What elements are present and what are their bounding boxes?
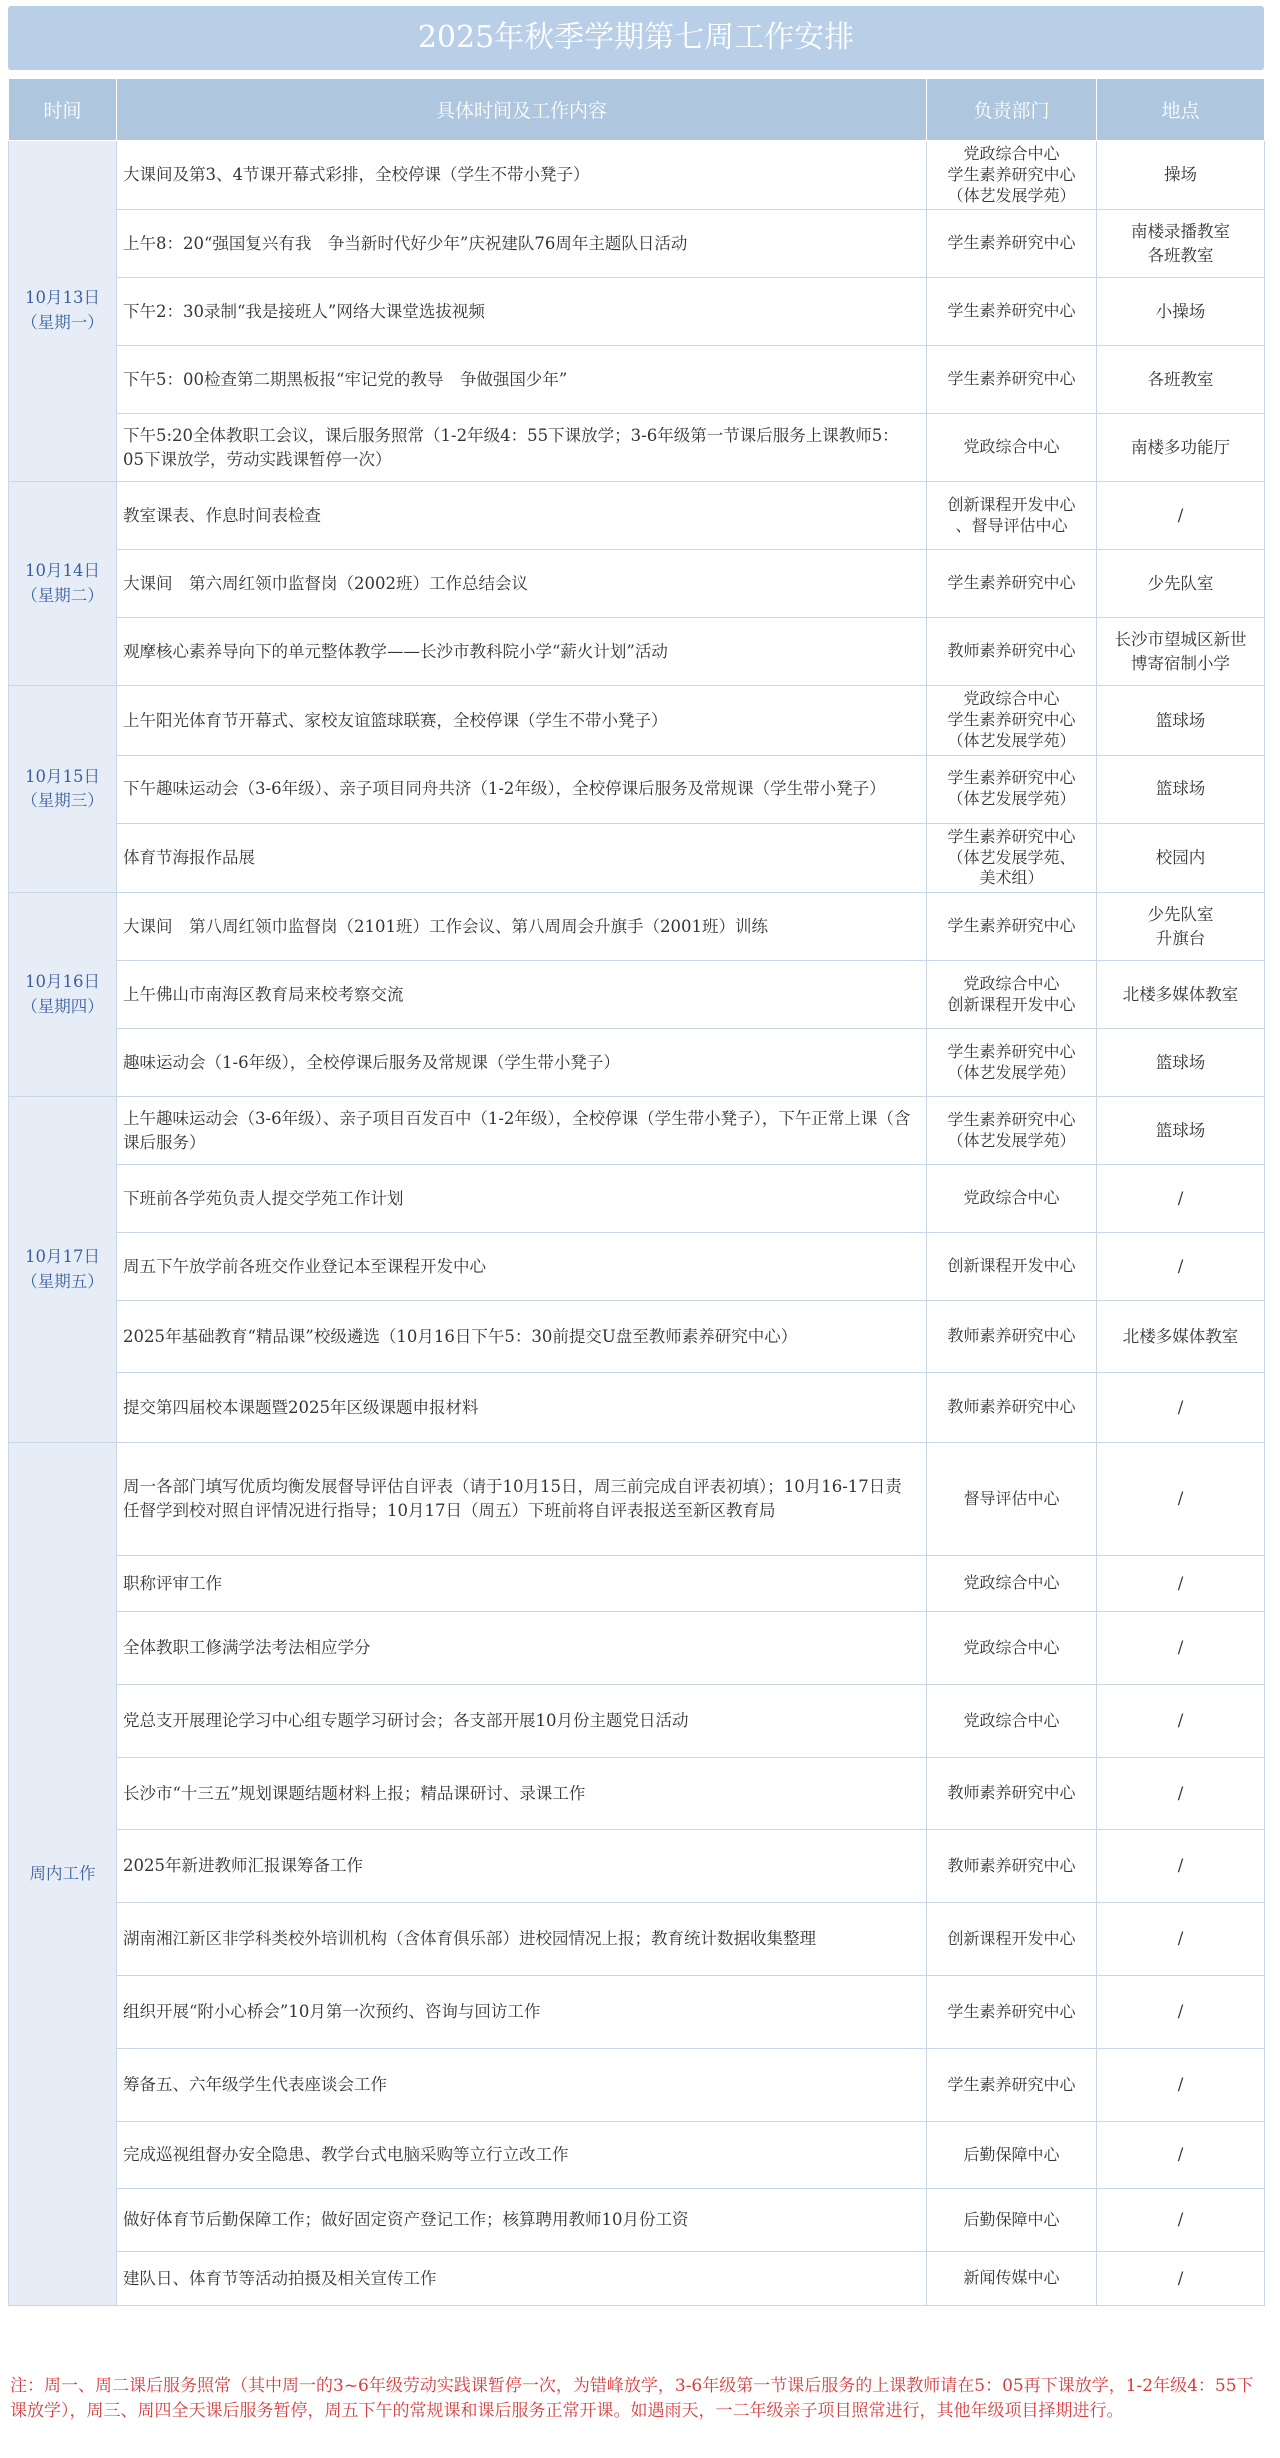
location-cell xyxy=(1097,2122,1265,2189)
location-line: / xyxy=(1177,1188,1184,1208)
location-cell xyxy=(1097,961,1265,1029)
table-row xyxy=(9,550,1265,618)
table-row xyxy=(9,1685,1265,1758)
dept-cell xyxy=(927,550,1097,618)
location-cell xyxy=(1097,2049,1265,2122)
table-row xyxy=(9,618,1265,686)
location-line: 操场 xyxy=(1164,165,1197,185)
content-cell: 上午佛山市南海区教育局来校考察交流 xyxy=(117,961,927,1029)
dept-line: （体艺发展学苑） xyxy=(947,1062,1076,1082)
location-line: / xyxy=(1177,505,1184,525)
table-row xyxy=(9,346,1265,414)
dept-cell xyxy=(927,1373,1097,1443)
date-cell xyxy=(9,1443,117,2306)
dept-line: 学生素养研究中心 xyxy=(947,2074,1076,2094)
table-row xyxy=(9,1233,1265,1301)
dept-cell xyxy=(927,482,1097,550)
dept-cell xyxy=(927,893,1097,961)
location-cell xyxy=(1097,1373,1265,1443)
dept-line: 学生素养研究中心 xyxy=(947,1041,1076,1061)
location-line: / xyxy=(1177,2268,1184,2288)
location-line: / xyxy=(1177,1856,1184,1876)
location-line: 各班教室 xyxy=(1147,245,1214,265)
dept-line: 学生素养研究中心 xyxy=(947,710,1076,730)
schedule-body xyxy=(9,141,1265,2306)
location-line: / xyxy=(1177,2210,1184,2230)
date-cell xyxy=(9,686,117,893)
dept-cell xyxy=(927,1976,1097,2049)
weekday-label: （星期五） xyxy=(21,1271,104,1291)
dept-line: 学生素养研究中心 xyxy=(947,573,1076,593)
table-row xyxy=(9,414,1265,482)
table-row xyxy=(9,1976,1265,2049)
content-cell: 下午2：30录制“我是接班人”网络大课堂选拔视频 xyxy=(117,278,927,346)
dept-line: 美术组） xyxy=(979,868,1044,888)
location-cell xyxy=(1097,414,1265,482)
location-cell xyxy=(1097,1685,1265,1758)
table-row xyxy=(9,686,1265,755)
location-cell xyxy=(1097,1233,1265,1301)
table-row xyxy=(9,1373,1265,1443)
weekday-label: （星期三） xyxy=(21,791,104,811)
dept-line: 教师素养研究中心 xyxy=(947,1855,1076,1875)
content-cell: 筹备五、六年级学生代表座谈会工作 xyxy=(117,2049,927,2122)
table-row xyxy=(9,1830,1265,1903)
table-row xyxy=(9,893,1265,961)
content-cell: 职称评审工作 xyxy=(117,1556,927,1612)
table-row xyxy=(9,1903,1265,1976)
content-cell: 完成巡视组督办安全隐患、教学台式电脑采购等立行立改工作 xyxy=(117,2122,927,2189)
table-row xyxy=(9,1443,1265,1556)
table-row xyxy=(9,2189,1265,2252)
weekday-label: （星期一） xyxy=(21,313,104,333)
content-cell: 上午趣味运动会（3-6年级）、亲子项目百发百中（1-2年级），全校停课（学生带小凳子），下午正常上课（含课后服务） xyxy=(117,1097,927,1165)
table-row xyxy=(9,1758,1265,1830)
dept-cell xyxy=(927,1612,1097,1685)
content-cell: 周五下午放学前各班交作业登记本至课程开发中心 xyxy=(117,1233,927,1301)
dept-line: 党政综合中心 xyxy=(963,1637,1060,1657)
location-cell xyxy=(1097,2189,1265,2252)
dept-cell xyxy=(927,278,1097,346)
content-cell: 大课间 第六周红领巾监督岗（2002班）工作总结会议 xyxy=(117,550,927,618)
dept-line: 创新课程开发中心 xyxy=(947,1928,1076,1948)
content-cell: 组织开展“附小心桥会”10月第一次预约、咨询与回访工作 xyxy=(117,1976,927,2049)
content-cell: 下午5:20全体教职工会议，课后服务照常（1-2年级4：55下课放学；3-6年级第一节课后服务上课教师5：05下课放学，劳动实践课暂停一次） xyxy=(117,414,927,482)
location-line: 各班教室 xyxy=(1147,369,1214,389)
location-line: 北楼多媒体教室 xyxy=(1122,984,1239,1004)
dept-cell xyxy=(927,1443,1097,1556)
location-cell xyxy=(1097,1612,1265,1685)
date-label: 10月15日 xyxy=(25,766,100,786)
dept-line: 党政综合中心 xyxy=(963,437,1060,457)
location-line: 校园内 xyxy=(1155,848,1206,868)
location-line: / xyxy=(1177,1397,1184,1417)
content-cell: 2025年新进教师汇报课筹备工作 xyxy=(117,1830,927,1903)
content-cell: 下班前各学苑负责人提交学苑工作计划 xyxy=(117,1165,927,1233)
location-line: 篮球场 xyxy=(1155,1052,1206,1072)
location-cell xyxy=(1097,686,1265,755)
dept-line: （体艺发展学苑） xyxy=(947,730,1076,750)
dept-cell xyxy=(927,210,1097,278)
date-label: 10月13日 xyxy=(25,288,100,308)
dept-line: 督导评估中心 xyxy=(963,1488,1060,1508)
location-cell xyxy=(1097,1165,1265,1233)
dept-line: 学生素养研究中心 xyxy=(947,164,1076,184)
content-cell: 全体教职工修满学法考法相应学分 xyxy=(117,1612,927,1685)
date-cell xyxy=(9,893,117,1097)
content-cell: 趣味运动会（1-6年级），全校停课后服务及常规课（学生带小凳子） xyxy=(117,1029,927,1097)
location-cell xyxy=(1097,141,1265,210)
table-row xyxy=(9,1165,1265,1233)
location-line: / xyxy=(1177,1489,1184,1509)
dept-cell xyxy=(927,2122,1097,2189)
content-cell: 上午阳光体育节开幕式、家校友谊篮球联赛，全校停课（学生不带小凳子） xyxy=(117,686,927,755)
dept-line: 学生素养研究中心 xyxy=(947,826,1076,846)
content-cell: 周一各部门填写优质均衡发展督导评估自评表（请于10月15日，周三前完成自评表初填）；10月16-17日责任督学到校对照自评情况进行指导；10月17日（周五）下班前将自评表报送至新区教育局 xyxy=(117,1443,927,1556)
location-line: / xyxy=(1177,1573,1184,1593)
header-location: 地点 xyxy=(1097,79,1265,141)
location-line: 北楼多媒体教室 xyxy=(1122,1326,1239,1346)
dept-cell xyxy=(927,686,1097,755)
location-line: / xyxy=(1177,1783,1184,1803)
dept-cell xyxy=(927,1830,1097,1903)
location-cell xyxy=(1097,1976,1265,2049)
location-line: 篮球场 xyxy=(1155,710,1206,730)
location-cell xyxy=(1097,823,1265,892)
dept-cell xyxy=(927,414,1097,482)
location-line: 长沙市望城区新世 xyxy=(1114,629,1247,649)
dept-line: 学生素养研究中心 xyxy=(947,369,1076,389)
dept-cell xyxy=(927,1233,1097,1301)
location-line: 篮球场 xyxy=(1155,1120,1206,1140)
location-cell xyxy=(1097,1758,1265,1830)
dept-line: （体艺发展学苑、 xyxy=(947,847,1076,867)
dept-line: 教师素养研究中心 xyxy=(947,1326,1076,1346)
table-row xyxy=(9,1301,1265,1373)
dept-cell xyxy=(927,2189,1097,2252)
dept-line: 创新课程开发中心 xyxy=(947,994,1076,1014)
page-title: 2025年秋季学期第七周工作安排 xyxy=(8,6,1264,70)
date-label: 周内工作 xyxy=(29,1863,96,1883)
dept-line: 学生素养研究中心 xyxy=(947,768,1076,788)
content-cell: 2025年基础教育“精品课”校级遴选（10月16日下午5：30前提交U盘至教师素养研究中心） xyxy=(117,1301,927,1373)
location-line: 小操场 xyxy=(1155,301,1206,321)
location-line: / xyxy=(1177,2002,1184,2022)
table-row xyxy=(9,823,1265,892)
date-cell xyxy=(9,141,117,482)
dept-cell xyxy=(927,1685,1097,1758)
dept-line: 党政综合中心 xyxy=(963,689,1060,709)
location-cell xyxy=(1097,482,1265,550)
table-row xyxy=(9,482,1265,550)
table-row xyxy=(9,1029,1265,1097)
dept-cell xyxy=(927,1029,1097,1097)
dept-line: 后勤保障中心 xyxy=(963,2144,1060,2164)
dept-line: 创新课程开发中心 xyxy=(947,1256,1076,1276)
content-cell: 下午趣味运动会（3-6年级）、亲子项目同舟共济（1-2年级），全校停课后服务及常规课（学生带小凳子） xyxy=(117,755,927,823)
table-row xyxy=(9,1097,1265,1165)
dept-line: 教师素养研究中心 xyxy=(947,1397,1076,1417)
dept-line: 教师素养研究中心 xyxy=(947,641,1076,661)
header-content: 具体时间及工作内容 xyxy=(117,79,927,141)
table-row xyxy=(9,278,1265,346)
dept-cell xyxy=(927,2252,1097,2306)
content-cell: 长沙市“十三五”规划课题结题材料上报；精品课研讨、录课工作 xyxy=(117,1758,927,1830)
location-cell xyxy=(1097,346,1265,414)
table-row xyxy=(9,2252,1265,2306)
location-line: 南楼录播教室 xyxy=(1131,221,1230,241)
content-cell: 湖南湘江新区非学科类校外培训机构（含体育俱乐部）进校园情况上报；教育统计数据收集整理 xyxy=(117,1903,927,1976)
content-cell: 建队日、体育节等活动拍摄及相关宣传工作 xyxy=(117,2252,927,2306)
dept-cell xyxy=(927,141,1097,210)
dept-line: （体艺发展学苑） xyxy=(947,789,1076,809)
date-label: 10月17日 xyxy=(25,1246,100,1266)
dept-line: 学生素养研究中心 xyxy=(947,1109,1076,1129)
schedule-table xyxy=(8,78,1265,2306)
dept-cell xyxy=(927,961,1097,1029)
header-time: 时间 xyxy=(9,79,117,141)
dept-line: 党政综合中心 xyxy=(963,1573,1060,1593)
location-cell xyxy=(1097,278,1265,346)
location-line: 南楼多功能厅 xyxy=(1131,437,1230,457)
location-cell xyxy=(1097,1443,1265,1556)
dept-cell xyxy=(927,2049,1097,2122)
dept-line: 后勤保障中心 xyxy=(963,2209,1060,2229)
dept-line: 新闻传媒中心 xyxy=(963,2268,1060,2288)
table-row xyxy=(9,1556,1265,1612)
dept-cell xyxy=(927,1758,1097,1830)
dept-line: （体艺发展学苑） xyxy=(947,1130,1076,1150)
dept-cell xyxy=(927,1301,1097,1373)
dept-cell xyxy=(927,755,1097,823)
table-row xyxy=(9,141,1265,210)
location-cell xyxy=(1097,893,1265,961)
location-line: 少先队室 xyxy=(1147,573,1214,593)
location-line: / xyxy=(1177,1638,1184,1658)
dept-line: 学生素养研究中心 xyxy=(947,916,1076,936)
content-cell: 做好体育节后勤保障工作；做好固定资产登记工作；核算聘用教师10月份工资 xyxy=(117,2189,927,2252)
header-row xyxy=(9,79,1265,141)
location-cell xyxy=(1097,210,1265,278)
location-cell xyxy=(1097,755,1265,823)
location-line: / xyxy=(1177,2145,1184,2165)
location-cell xyxy=(1097,618,1265,686)
table-row xyxy=(9,1612,1265,1685)
dept-line: （体艺发展学苑） xyxy=(947,185,1076,205)
location-line: 升旗台 xyxy=(1155,928,1206,948)
location-line: 博寄宿制小学 xyxy=(1131,653,1230,673)
content-cell: 上午8：20“强国复兴有我 争当新时代好少年”庆祝建队76周年主题队日活动 xyxy=(117,210,927,278)
location-cell xyxy=(1097,1556,1265,1612)
location-line: / xyxy=(1177,2075,1184,2095)
table-row xyxy=(9,755,1265,823)
date-cell xyxy=(9,482,117,686)
table-row xyxy=(9,210,1265,278)
date-label: 10月16日 xyxy=(25,971,100,991)
table-row xyxy=(9,961,1265,1029)
date-label: 10月14日 xyxy=(25,561,100,581)
dept-cell xyxy=(927,1903,1097,1976)
content-cell: 大课间 第八周红领巾监督岗（2101班）工作会议、第八周周会升旗手（2001班）训练 xyxy=(117,893,927,961)
dept-line: 党政综合中心 xyxy=(963,1710,1060,1730)
location-cell xyxy=(1097,550,1265,618)
location-cell xyxy=(1097,1097,1265,1165)
dept-cell xyxy=(927,1165,1097,1233)
dept-line: 党政综合中心 xyxy=(963,973,1060,993)
content-cell: 下午5：00检查第二期黑板报“牢记党的教导 争做强国少年” xyxy=(117,346,927,414)
weekday-label: （星期二） xyxy=(21,585,104,605)
date-cell xyxy=(9,1097,117,1443)
dept-cell xyxy=(927,1556,1097,1612)
content-cell: 体育节海报作品展 xyxy=(117,823,927,892)
dept-line: 、督导评估中心 xyxy=(955,515,1068,535)
location-cell xyxy=(1097,1903,1265,1976)
location-cell xyxy=(1097,1029,1265,1097)
table-row xyxy=(9,2122,1265,2189)
location-line: / xyxy=(1177,1256,1184,1276)
weekday-label: （星期四） xyxy=(21,996,104,1016)
location-line: 少先队室 xyxy=(1147,904,1214,924)
location-cell xyxy=(1097,2252,1265,2306)
content-cell: 大课间及第3、4节课开幕式彩排，全校停课（学生不带小凳子） xyxy=(117,141,927,210)
location-line: / xyxy=(1177,1711,1184,1731)
dept-line: 党政综合中心 xyxy=(963,144,1060,163)
dept-line: 创新课程开发中心 xyxy=(947,495,1076,515)
table-row xyxy=(9,2049,1265,2122)
content-cell: 观摩核心素养导向下的单元整体教学——长沙市教科院小学“薪火计划”活动 xyxy=(117,618,927,686)
footnote: 注：周一、周二课后服务照常（其中周一的3~6年级劳动实践课暂停一次，为错峰放学，3-6年级第一节课后服务的上课教师请在5：05再下课放学，1-2年级4：55下课放学），周三、周四全天课后服务暂停，周五下午的常规课和课后服务正常开课。如遇雨天，一二年级亲子项目照常进行，其他年级项目择期进行。 xyxy=(10,2376,1254,2421)
dept-cell xyxy=(927,346,1097,414)
dept-cell xyxy=(927,823,1097,892)
location-line: 篮球场 xyxy=(1155,779,1206,799)
location-cell xyxy=(1097,1830,1265,1903)
dept-line: 教师素养研究中心 xyxy=(947,1783,1076,1803)
location-cell xyxy=(1097,1301,1265,1373)
content-cell: 教室课表、作息时间表检查 xyxy=(117,482,927,550)
dept-line: 学生素养研究中心 xyxy=(947,301,1076,321)
dept-line: 学生素养研究中心 xyxy=(947,233,1076,253)
dept-cell xyxy=(927,1097,1097,1165)
dept-line: 学生素养研究中心 xyxy=(947,2001,1076,2021)
location-line: / xyxy=(1177,1929,1184,1949)
content-cell: 党总支开展理论学习中心组专题学习研讨会；各支部开展10月份主题党日活动 xyxy=(117,1685,927,1758)
header-dept: 负责部门 xyxy=(927,79,1097,141)
content-cell: 提交第四届校本课题暨2025年区级课题申报材料 xyxy=(117,1373,927,1443)
dept-cell xyxy=(927,618,1097,686)
dept-line: 党政综合中心 xyxy=(963,1188,1060,1208)
